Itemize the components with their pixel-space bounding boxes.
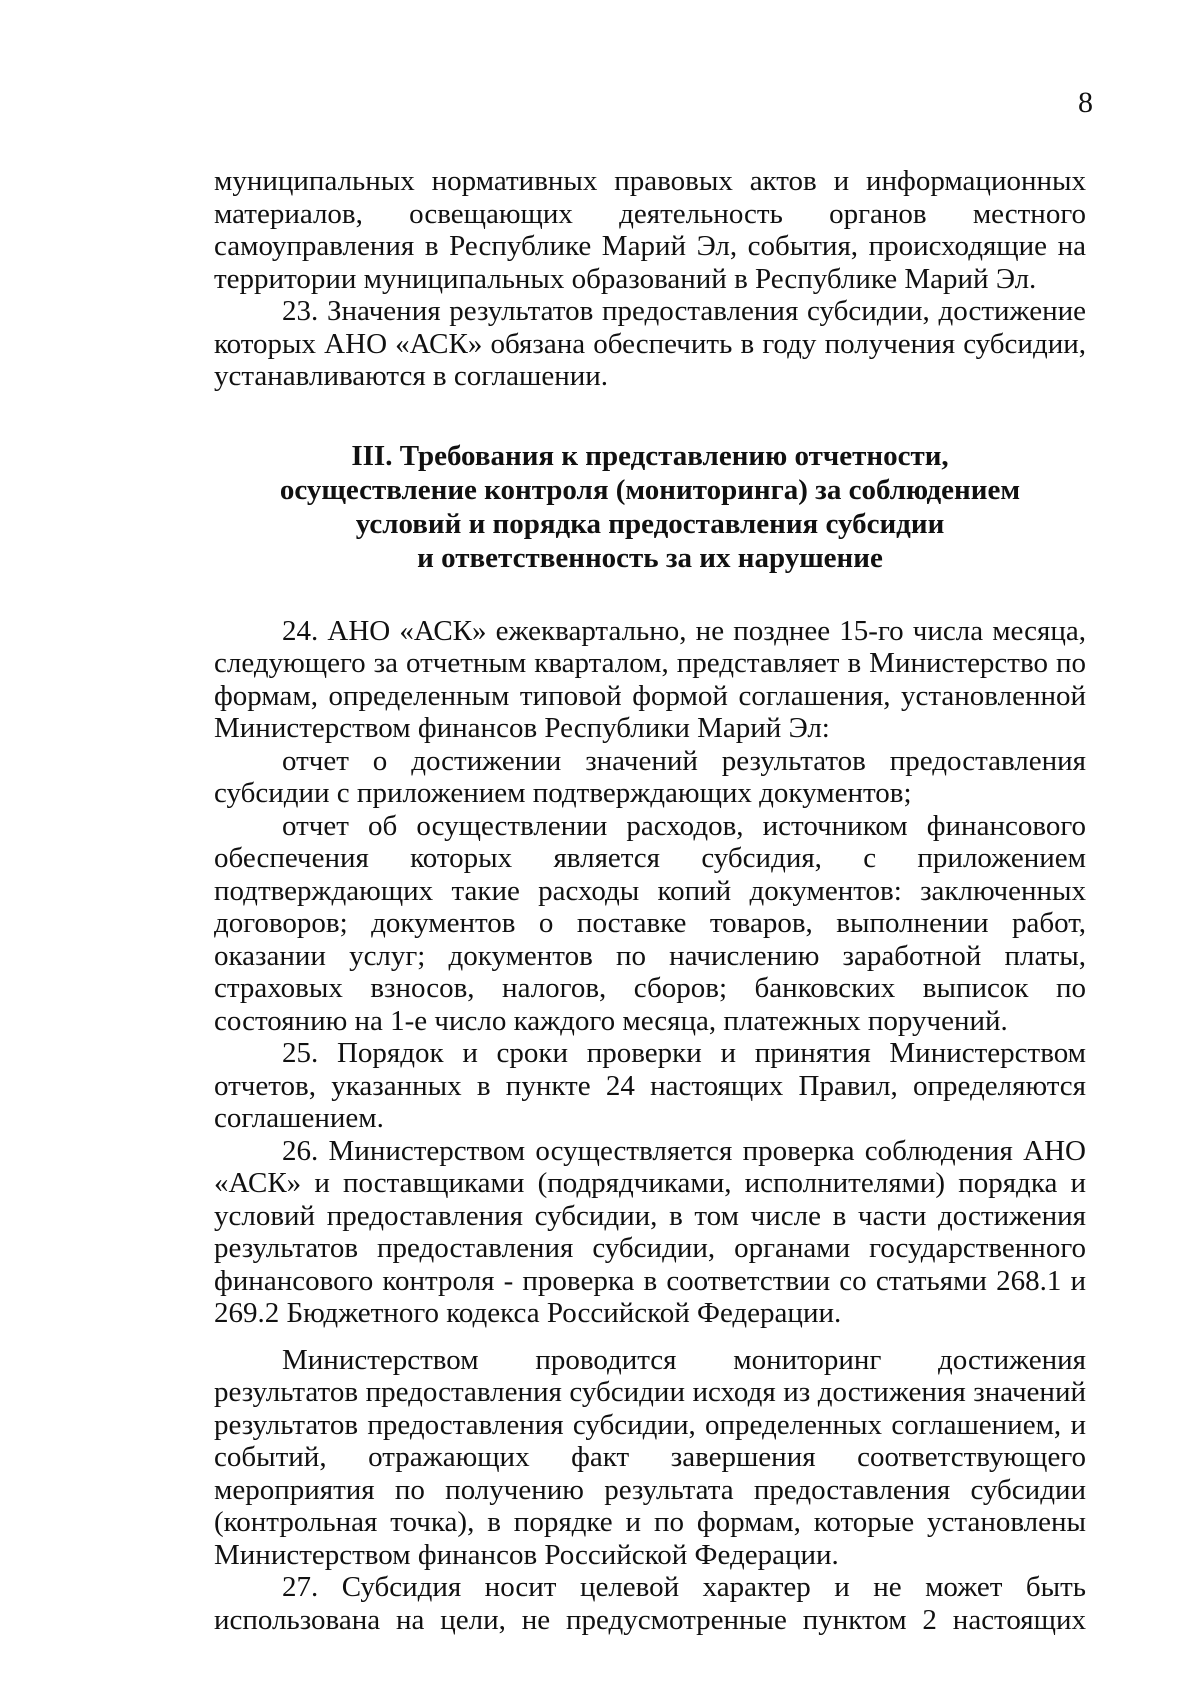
paragraph-26: 26. Министерством осуществляется проверка соблюдения АНО «АСК» и поставщиками (подрядчиками, исполнителями) порядка и условий предоставления субсидии, в том числе в части достижения результатов предоставления субсидии, органами государственного финансового контроля - проверка в соответствии со статьями 268.1 и 269.2 Бюджетного кодекса Российской Федерации. — [214, 1134, 1086, 1329]
section-heading — [214, 439, 1086, 575]
paragraph-27: 27. Субсидия носит целевой характер и не может быть использована на цели, не предусмотренные пунктом 2 настоящих — [214, 1571, 1086, 1636]
paragraph-23: 23. Значения результатов предоставления субсидии, достижение которых АНО «АСК» обязана обеспечить в году получения субсидии, устанавливаются в соглашении. — [214, 295, 1086, 392]
page-number: 8 — [1078, 86, 1093, 119]
paragraph-report-results: отчет о достижении значений результатов предоставления субсидии с приложением подтверждающих документов; — [214, 744, 1086, 809]
paragraph-report-expenses: отчет об осуществлении расходов, источником финансового обеспечения которых является субсидия, с приложением подтверждающих такие расходы копий документов: заключенных договоров; документов о поставке товаров, выполнении работ, оказании услуг; документов по начислению заработной платы, страховых взносов, налогов, сборов; банковских выписок по состоянию на 1-е число каждого месяца, платежных поручений. — [214, 809, 1086, 1037]
paragraph-monitoring: Министерством проводится мониторинг достижения результатов предоставления субсидии исходя из достижения значений результатов предоставления субсидии, определенных соглашением, и событий, отражающих факт завершения соответствующего мероприятия по получению результата предоставления субсидии (контрольная точка), в порядке и по формам, которые установлены Министерством финансов Российской Федерации. — [214, 1343, 1086, 1571]
paragraph-24: 24. АНО «АСК» ежеквартально, не позднее 15-го числа месяца, следующего за отчетным кварталом, представляет в Министерство по формам, определенным типовой формой соглашения, установленной Министерством финансов Республики Марий Эл: — [214, 614, 1086, 744]
section-heading-line: и ответственность за их нарушение — [417, 541, 883, 574]
section-heading-line: III. Требования к представлению отчетности, — [351, 439, 949, 472]
paragraph-25: 25. Порядок и сроки проверки и принятия Министерством отчетов, указанных в пункте 24 настоящих Правил, определяются соглашением. — [214, 1037, 1086, 1134]
section-heading-line: условий и порядка предоставления субсидии — [355, 507, 945, 540]
document-body — [214, 165, 1086, 1636]
paragraph-continuation: муниципальных нормативных правовых актов и информационных материалов, освещающих деятельность органов местного самоуправления в Республике Марий Эл, события, происходящие на территории муниципальных образований в Республике Марий Эл. — [214, 165, 1086, 295]
section-heading-line: осуществление контроля (мониторинга) за соблюдением — [279, 473, 1021, 506]
